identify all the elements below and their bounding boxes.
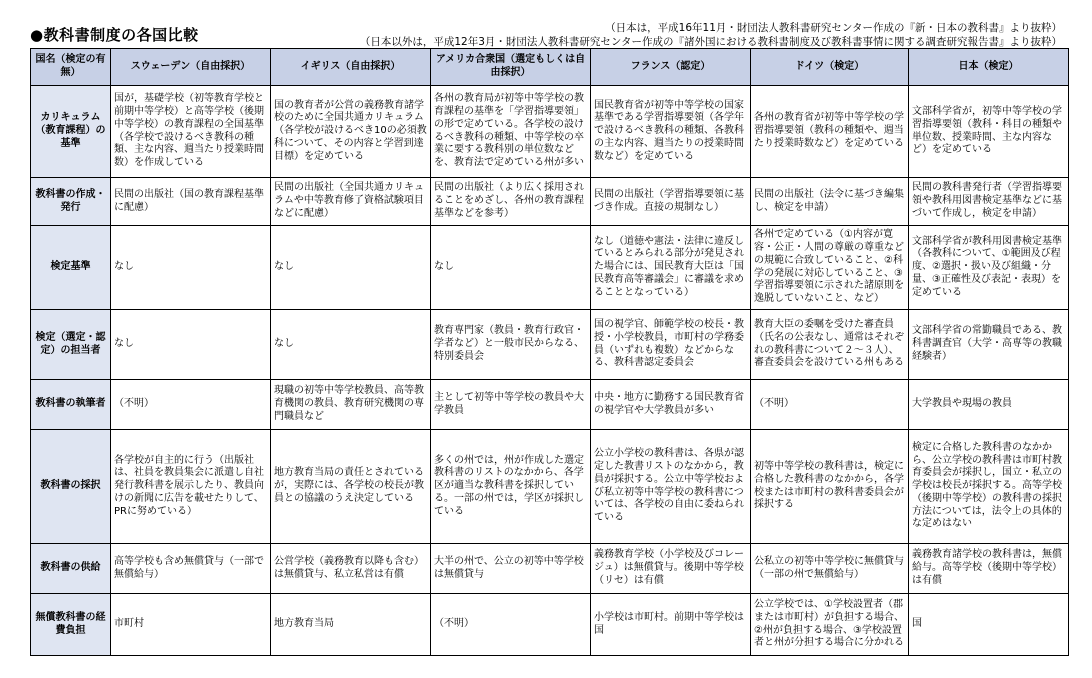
table-cell: 国民教育省が初等中等学校の国家基準である学習指導要領（各学年で設けるべき教科の種類、各教科の主な内容、週当たりの授業時間数など）を定めている: [591, 86, 751, 178]
row-label: 教科書の執筆者: [31, 380, 111, 430]
table-cell: 多くの州では，州が作成した選定教科書のリストのなかから、各学区が適当な教科書を採択している。一部の州では，学区が採択している: [431, 430, 591, 544]
table-row: [31, 310, 1069, 380]
table-cell: なし: [271, 310, 431, 380]
header-france: フランス（認定）: [591, 49, 751, 86]
table-cell: （不明）: [111, 380, 271, 430]
table-row: [31, 544, 1069, 594]
table-cell: 公立学校では、①学校設置者（郡または市町村）が負担する場合、②州が負担する場合、③学校設置者と州が分担する場合に分かれる: [751, 594, 909, 656]
table-row: [31, 380, 1069, 430]
table-cell: 各州の教育局が初等中等学校の教育課程の基準を「学習指導要領」の形で定めている。各学校の設けるべき教科の種類、中等学校の卒業に要する教科別の単位数などを、教育法で定めている州が多い: [431, 86, 591, 178]
table-cell: 文部科学省の常勤職員である、教科書調査官（大学・高専等の教職経験者）: [909, 310, 1069, 380]
header-germany: ドイツ（検定）: [751, 49, 909, 86]
table-cell: なし: [111, 310, 271, 380]
table-cell: 義務教育諸学校の教科書は，無償給与。高等学校（後期中等学校）は有償: [909, 544, 1069, 594]
table-cell: 地方教育当局: [271, 594, 431, 656]
row-label: カリキュラム（教育課程）の基準: [31, 86, 111, 178]
table-cell: 国: [909, 594, 1069, 656]
comparison-table: [30, 48, 1069, 656]
table-cell: （不明）: [751, 380, 909, 430]
header-uk: イギリス（自由採択）: [271, 49, 431, 86]
source-note-others: （日本以外は，平成12年3月・財団法人教科書研究センター作成の『諸外国における教科書制度及び教科書事情に関する調査研究報告書』より抜粋）: [359, 36, 1062, 48]
row-label: 教科書の供給: [31, 544, 111, 594]
table-row: [31, 178, 1069, 226]
document-title: ●教科書制度の各国比較: [30, 26, 199, 44]
table-cell: 各州の教育省が初等中等学校の学習指導要領（教科の種類や、週当たり授業時数など）を定めている: [751, 86, 909, 178]
table-cell: 教育専門家（教員・教育行政官・学者など）と一般市民からなる、特別委員会: [431, 310, 591, 380]
table-row: [31, 430, 1069, 544]
row-label: 教科書の作成・発行: [31, 178, 111, 226]
table-cell: 国の教育者が公営の義務教育諸学校のために全国共通カリキュラム（各学校が設けるべき10の必須教科について、その内容と学習到達目標）を定めている: [271, 86, 431, 178]
table-row: [31, 594, 1069, 656]
table-cell: 民間の出版社（より広く採用されることをめざし、各州の教育課程基準などを参考）: [431, 178, 591, 226]
table-cell: 小学校は市町村。前期中等学校は国: [591, 594, 751, 656]
table-cell: 義務教育学校（小学校及びコレージュ）は無償貸与。後期中等学校（リセ）は有償: [591, 544, 751, 594]
table-cell: なし: [431, 226, 591, 310]
header-country: 国名（検定の有無）: [31, 49, 111, 86]
table-cell: 国の視学官、師範学校の校長・教授・小学校教員，市町村の学務委員（いずれも複数）などからなる、教科書認定委員会: [591, 310, 751, 380]
table-cell: 民間の出版社（国の教育課程基準に配慮）: [111, 178, 271, 226]
table-cell: 現職の初等中等学校教員、高等教育機関の教員、教育研究機関の専門職員など: [271, 380, 431, 430]
table-cell: 公営学校（義務教育以降も含む）は無償貸与、私立私営は有償: [271, 544, 431, 594]
table-cell: （不明）: [431, 594, 591, 656]
table-cell: 大半の州で、公立の初等中等学校は無償貸与: [431, 544, 591, 594]
header-row: [31, 49, 1069, 86]
header-sweden: スウェーデン（自由採択）: [111, 49, 271, 86]
table-cell: なし: [111, 226, 271, 310]
row-label: 検定（選定・認定）の担当者: [31, 310, 111, 380]
table-cell: 国が，基礎学校（初等教育学校と前期中等学校）と高等学校（後期中等学校）の教育課程の全国基準（各学校で設けるべき教科の種類、主な内容、週当たり授業時間数）を作成している: [111, 86, 271, 178]
table-cell: 各学校が自主的に行う（出版社は、社員を教員集会に派遣し自社発行教科書を展示したり、教員向けの新聞に広告を載せたりして、PRに努めている）: [111, 430, 271, 544]
table-row: [31, 226, 1069, 310]
row-label: 検定基準: [31, 226, 111, 310]
row-label: 教科書の採択: [31, 430, 111, 544]
table-cell: 公立小学校の教科書は、各県が認定した教書リストのなかから，教員が採択する。公立中等学校および私立初等中等学校の教科書については、各学校の自由に委ねられている: [591, 430, 751, 544]
table-cell: 文部科学省が，初等中等学校の学習指導要領（教科・科目の種類や単位数、授業時間、主な内容など）を定めている: [909, 86, 1069, 178]
table-cell: 主として初等中等学校の教員や大学教員: [431, 380, 591, 430]
table-cell: 検定に合格した教科書のなかから、公立学校の教科書は市町村教育委員会が採択し，国立・私立の学校は校長が採択する。高等学校（後期中等学校）の教科書の採択方法については，法令上の具体的な定めはない: [909, 430, 1069, 544]
table-cell: 民間の出版社（全国共通カリキュラムや中等教育修了資格試験項目などに配慮）: [271, 178, 431, 226]
source-note-japan: （日本は，平成16年11月・財団法人教科書研究センター作成の『新・日本の教科書』より抜粋）: [605, 22, 1062, 34]
table-cell: 大学教員や現場の教員: [909, 380, 1069, 430]
table-cell: 民間の出版社（学習指導要領に基づき作成。直接の規制なし）: [591, 178, 751, 226]
table-cell: なし: [271, 226, 431, 310]
header-usa: アメリカ合衆国（選定もしくは自由採択）: [431, 49, 591, 86]
table-cell: 民間の出版社（法令に基づき編集し、検定を申請）: [751, 178, 909, 226]
table-cell: 民間の教科書発行者（学習指導要領や教科用図書検定基準などに基づいて作成し，検定を申請）: [909, 178, 1069, 226]
table-cell: 市町村: [111, 594, 271, 656]
table-cell: 地方教育当局の責任とされているが，実際には、各学校の校長が教員との協議のうえ決定している: [271, 430, 431, 544]
table-cell: 中央・地方に勤務する国民教育省の視学官や大学教員が多い: [591, 380, 751, 430]
table-cell: なし（道徳や憲法・法律に違反しているとみられる部分が発見された場合には、国民教育大臣は「国民教育高等審議会」に審議を求めることとなっている）: [591, 226, 751, 310]
table-cell: 文部科学省が教科用図書検定基準（各教科について、①範囲及び程度、②選択・扱い及び組織・分量、③正確性及び表記・表現）を定めている: [909, 226, 1069, 310]
table-cell: 高等学校も含め無償貸与（一部で無償給与）: [111, 544, 271, 594]
table-cell: 初等中等学校の教科書は，検定に合格した教科書のなかから，各学校または市町村の教科書委員会が採択する: [751, 430, 909, 544]
table-cell: 各州で定めている（①内容が寛容・公正・人間の尊厳の尊重などの規範に合致していること、②科学の発展に対応していること、③学習指導要領に示された諸原則を逸脱していないこと、など）: [751, 226, 909, 310]
table-cell: 教育大臣の委嘱を受けた審査員（氏名の公表なし、通常はそれぞれの教科書について２～３人）、審査委員会を設けている州もある: [751, 310, 909, 380]
header-japan: 日本（検定）: [909, 49, 1069, 86]
table-row: [31, 86, 1069, 178]
table-cell: 公私立の初等中等学校に無償貸与（一部の州で無償給与）: [751, 544, 909, 594]
row-label: 無償教科書の経費負担: [31, 594, 111, 656]
